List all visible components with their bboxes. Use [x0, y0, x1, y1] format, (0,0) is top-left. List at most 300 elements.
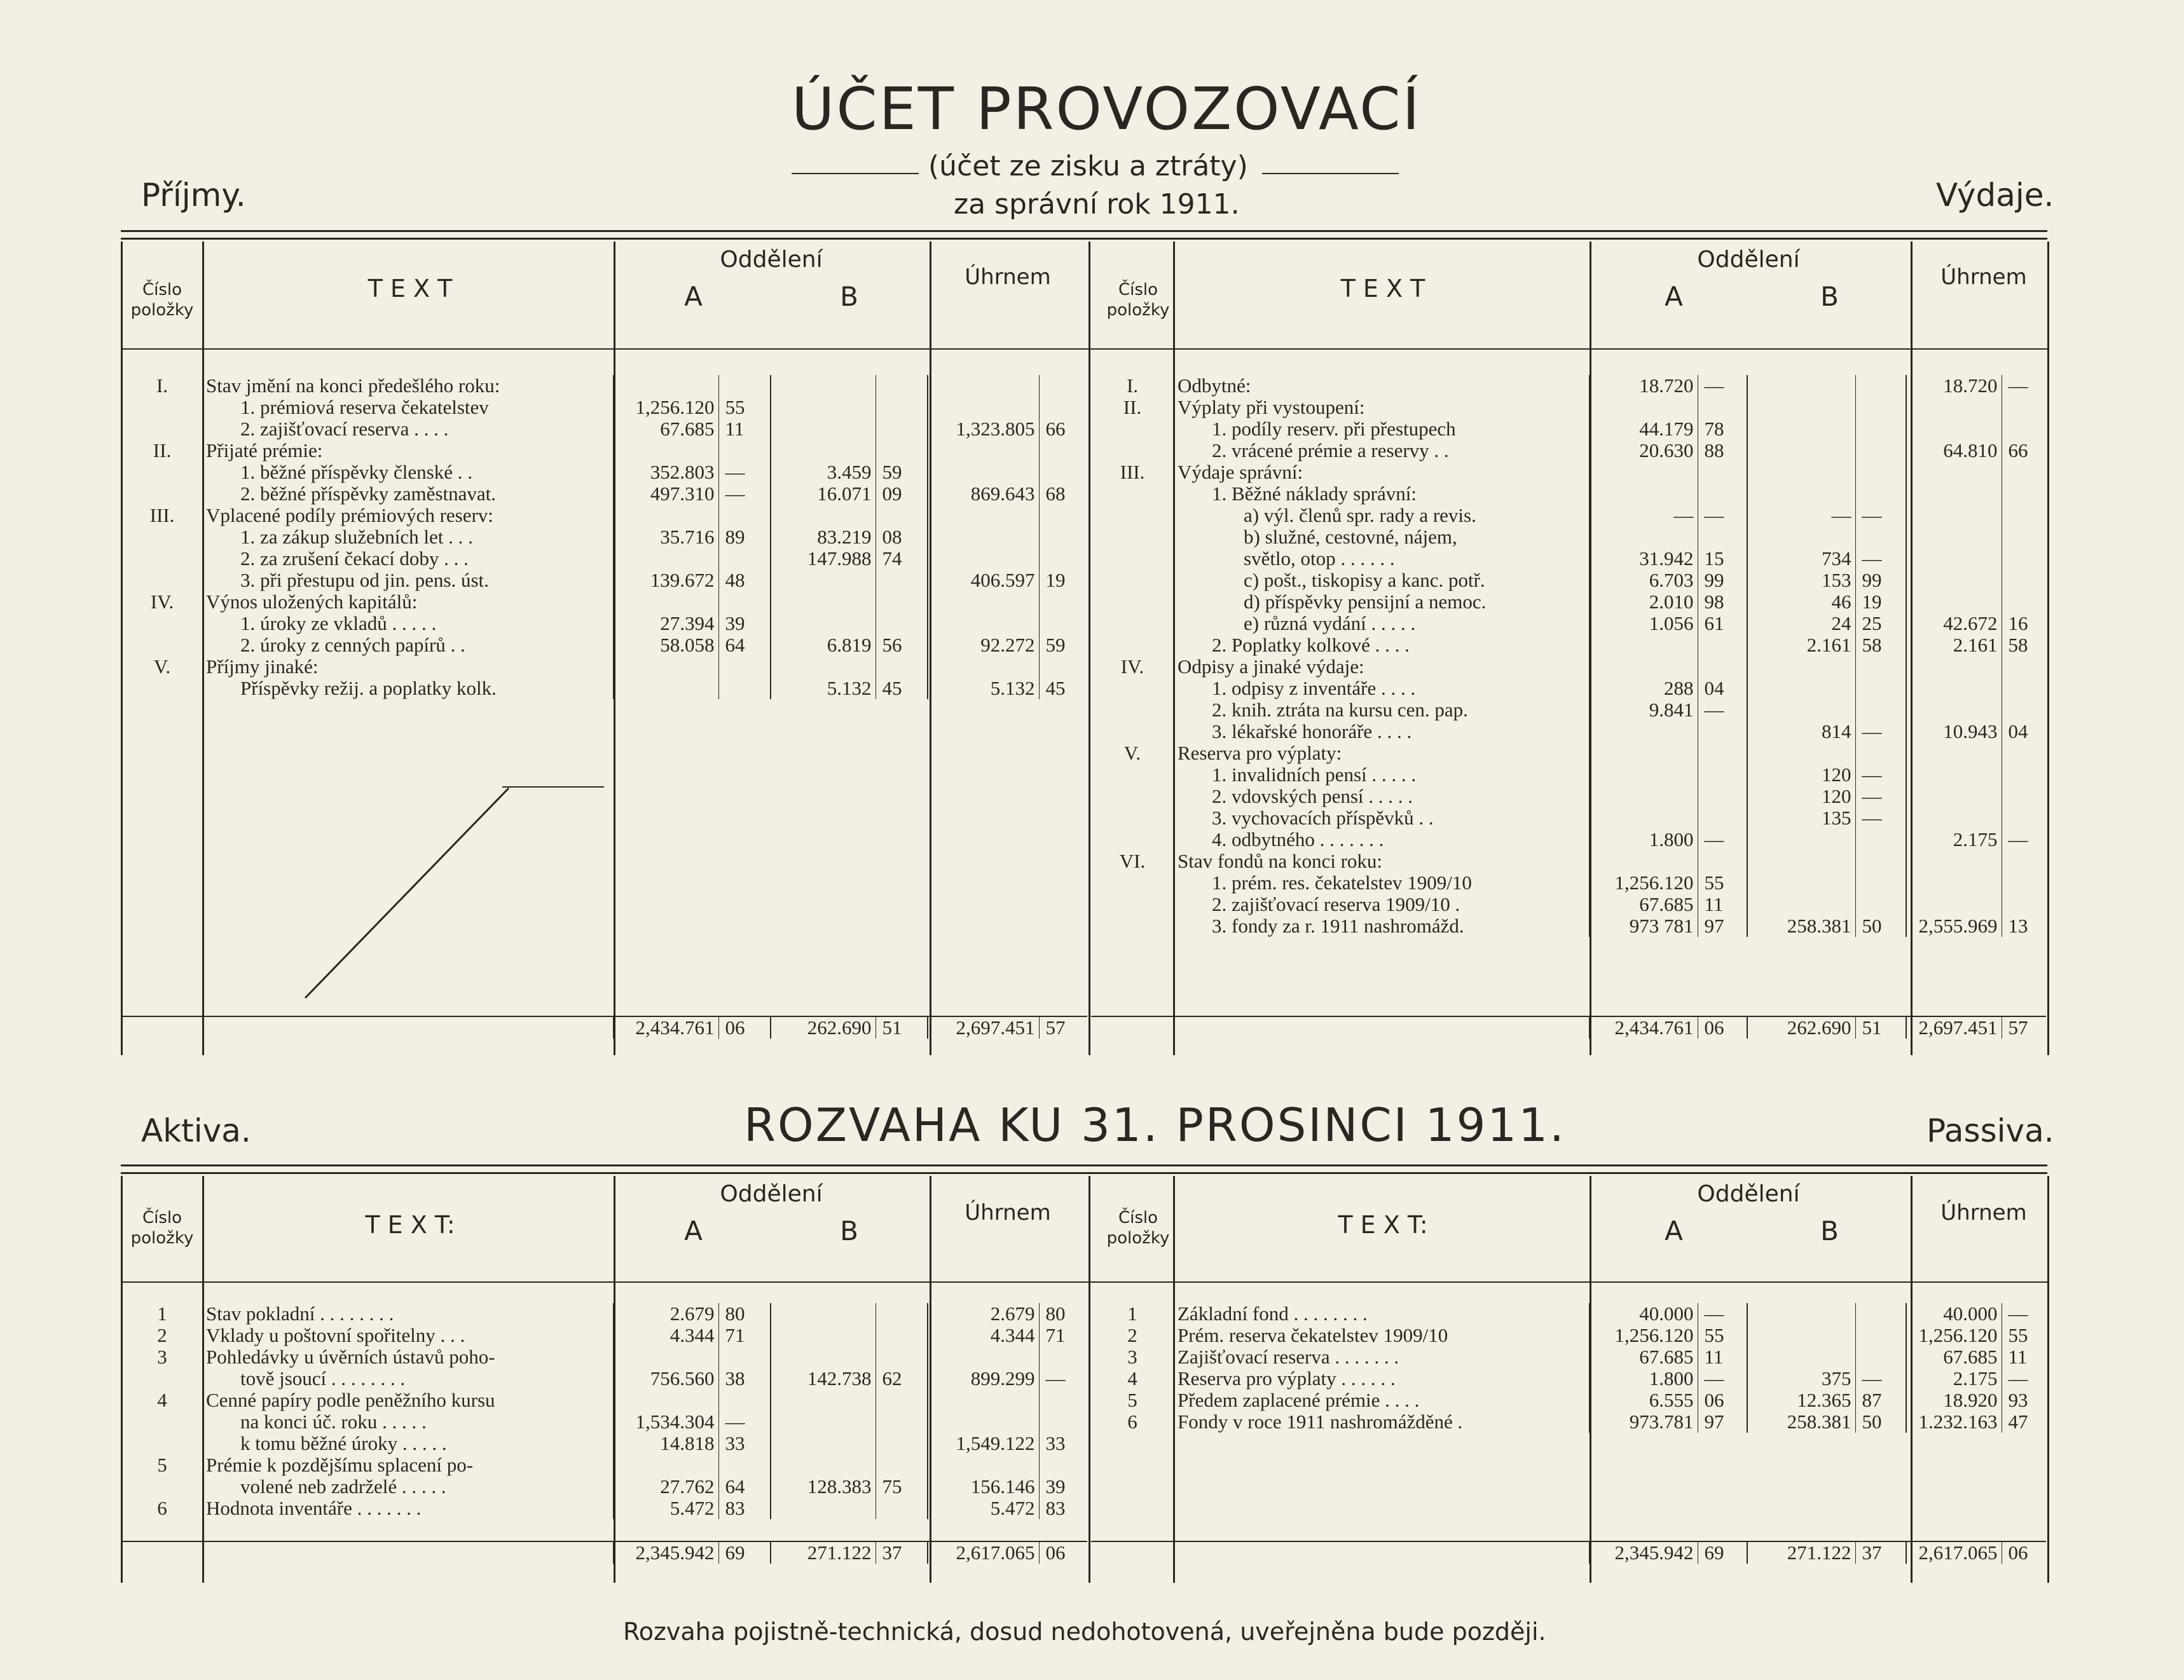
dept-b-haler — [876, 570, 928, 591]
total-header: Úhrnem — [1940, 264, 2027, 290]
total-haler: 66 — [2002, 440, 2046, 461]
dept-header: Oddělení — [1697, 1181, 1800, 1207]
total-haler: 19 — [1039, 570, 1087, 591]
dept-b-koruna — [1747, 829, 1855, 850]
total-koruna — [928, 440, 1039, 461]
dept-b-haler: 19 — [1855, 591, 1906, 613]
dept-b-haler — [1855, 397, 1906, 418]
dept-b-koruna — [1747, 1325, 1855, 1346]
dept-b-koruna — [1747, 526, 1855, 548]
row-number: III. — [149, 505, 175, 526]
total-haler — [1039, 505, 1087, 526]
total-haler: 68 — [1039, 483, 1087, 505]
row-text: Stav jmění na konci předešlého roku: — [206, 375, 500, 397]
row-number — [122, 461, 202, 483]
dept-a-haler — [1698, 807, 1747, 829]
liabilities-total-row — [1091, 1541, 2046, 1564]
dept-a-koruna: 139.672 — [614, 570, 718, 591]
table-row — [122, 1476, 1087, 1498]
table-row — [1091, 656, 2046, 678]
row-text: 3. fondy za r. 1911 nashromážd. — [1212, 915, 1464, 937]
text-header: T E X T: — [1338, 1211, 1428, 1239]
table-row — [122, 526, 1087, 548]
dept-b-koruna: 3.459 — [771, 461, 876, 483]
dept-a-koruna — [614, 1346, 718, 1368]
dept-a-haler: 11 — [1698, 894, 1747, 915]
subtitle-rule-left — [792, 173, 919, 174]
row-number — [122, 397, 202, 418]
total-haler — [2002, 656, 2046, 678]
income-total-row — [122, 1016, 1087, 1039]
total-koruna: 67.685 — [1906, 1346, 2002, 1368]
footer-note: Rozvaha pojistně-technická, dosud nedohotovená, uveřejněna bude později. — [623, 1618, 1546, 1646]
dept-a-koruna: 44.179 — [1590, 418, 1698, 440]
row-text: 1. podíly reserv. při přestupech — [1212, 418, 1456, 440]
dept-a-koruna: 1,256.120 — [614, 397, 718, 418]
dept-a-koruna — [1590, 721, 1698, 742]
dept-b-koruna — [1747, 461, 1855, 483]
row-number — [1091, 591, 1174, 613]
total-a-k: 2,345.942 — [1590, 1541, 1698, 1564]
dept-a-haler: 11 — [1698, 1346, 1747, 1368]
dept-b-haler: 08 — [876, 526, 928, 548]
dept-b-haler — [1855, 483, 1906, 505]
dept-a-header: A — [1665, 281, 1683, 312]
dept-b-haler: 50 — [1855, 915, 1906, 937]
expense-side-label: Výdaje. — [1936, 177, 2054, 214]
dept-a-haler — [1698, 526, 1747, 548]
row-number: 6 — [1127, 1411, 1137, 1433]
header-rule — [121, 348, 2047, 350]
row-text: 4. odbytného . . . . . . . — [1212, 829, 1384, 850]
dept-b-koruna: 258.381 — [1747, 915, 1855, 937]
dept-a-koruna: 35.716 — [614, 526, 718, 548]
total-koruna: 1.232.163 — [1906, 1411, 2002, 1433]
dept-b-koruna: 120 — [1747, 764, 1855, 786]
dept-a-koruna: 973.781 — [1590, 1411, 1698, 1433]
table-row — [122, 634, 1087, 656]
row-number — [122, 1476, 202, 1498]
text-header: T E X T — [367, 275, 453, 303]
total-b-k: 262.690 — [1747, 1016, 1855, 1039]
liabilities-side-label: Passiva. — [1926, 1112, 2054, 1149]
row-text: Vplacené podíly prémiových reserv: — [206, 505, 493, 526]
total-a-k: 2,434.761 — [614, 1016, 718, 1039]
total-koruna — [1906, 397, 2002, 418]
dept-a-haler: — — [718, 483, 771, 505]
table-row — [1091, 613, 2046, 634]
total-b-h: 37 — [876, 1541, 928, 1564]
dept-b-haler — [876, 656, 928, 678]
total-koruna: 1,323.805 — [928, 418, 1039, 440]
row-number — [1091, 807, 1174, 829]
table-row — [122, 418, 1087, 440]
dept-a-koruna: 40.000 — [1590, 1303, 1698, 1325]
dept-b-haler — [1855, 699, 1906, 721]
row-number — [1091, 483, 1174, 505]
row-number — [122, 418, 202, 440]
row-number — [1091, 721, 1174, 742]
total-haler — [2002, 461, 2046, 483]
dept-b-haler — [876, 1498, 928, 1519]
total-a-k: 2,345.942 — [614, 1541, 718, 1564]
total-haler — [2002, 505, 2046, 526]
dept-b-header: B — [1820, 1215, 1839, 1246]
total-haler — [1039, 526, 1087, 548]
table-row — [1091, 872, 2046, 894]
dept-a-haler: 55 — [1698, 872, 1747, 894]
row-number: 4 — [157, 1390, 167, 1411]
dept-a-haler: — — [1698, 1368, 1747, 1390]
dept-b-koruna: 258.381 — [1747, 1411, 1855, 1433]
dept-a-koruna — [614, 656, 718, 678]
total-haler: 58 — [2002, 634, 2046, 656]
table-row — [1091, 1303, 2046, 1325]
total-koruna — [928, 591, 1039, 613]
table-row — [122, 440, 1087, 461]
dept-a-haler — [718, 1390, 771, 1411]
row-text: tově jsoucí . . . . . . . . — [240, 1368, 406, 1390]
dept-a-koruna: 2.679 — [614, 1303, 718, 1325]
row-number: 5 — [1127, 1390, 1137, 1411]
total-koruna: 40.000 — [1906, 1303, 2002, 1325]
dept-b-koruna: 142.738 — [771, 1368, 876, 1390]
table-row — [122, 656, 1087, 678]
dept-b-koruna — [1747, 656, 1855, 678]
dept-b-haler — [876, 1325, 928, 1346]
dept-b-koruna — [1747, 375, 1855, 397]
row-text: e) různá vydání . . . . . — [1244, 613, 1416, 634]
total-header: Úhrnem — [965, 1200, 1051, 1226]
dept-a-koruna — [614, 1390, 718, 1411]
total-b-k: 262.690 — [771, 1016, 876, 1039]
dept-a-koruna: 288 — [1590, 678, 1698, 699]
total-koruna — [928, 1411, 1039, 1433]
dept-b-haler: 50 — [1855, 1411, 1906, 1433]
total-haler: 55 — [2002, 1325, 2046, 1346]
dept-a-haler: 97 — [1698, 915, 1747, 937]
row-text: 1. Běžné náklady správní: — [1212, 483, 1417, 505]
total-koruna: 64.810 — [1906, 440, 2002, 461]
assets-side-label: Aktiva. — [141, 1112, 251, 1149]
dept-a-koruna: 1.800 — [1590, 1368, 1698, 1390]
dept-a-haler — [1698, 483, 1747, 505]
total-haler — [2002, 418, 2046, 440]
dept-b-haler: — — [1855, 721, 1906, 742]
total-koruna: 2,555.969 — [1906, 915, 2002, 937]
row-number — [122, 1411, 202, 1433]
dept-a-haler: 04 — [1698, 678, 1747, 699]
row-number — [1091, 894, 1174, 915]
dept-a-koruna — [1590, 850, 1698, 872]
table-row — [122, 591, 1087, 613]
dept-a-koruna — [1590, 483, 1698, 505]
total-haler: 39 — [1039, 1476, 1087, 1498]
dept-b-koruna — [771, 397, 876, 418]
dept-b-haler: 75 — [876, 1476, 928, 1498]
total-h: 06 — [2002, 1541, 2046, 1564]
total-k: 2,617.065 — [928, 1541, 1039, 1564]
row-number: 6 — [157, 1498, 167, 1519]
row-number: II. — [153, 440, 172, 461]
income-statement-title: ÚČET PROVOZOVACÍ — [792, 75, 1422, 143]
row-number — [122, 526, 202, 548]
row-text: Základní fond . . . . . . . . — [1178, 1303, 1368, 1325]
total-haler — [2002, 850, 2046, 872]
total-haler — [2002, 786, 2046, 807]
row-number — [1091, 548, 1174, 570]
row-number: I. — [156, 375, 168, 397]
dept-b-haler — [876, 1390, 928, 1411]
row-number — [1091, 786, 1174, 807]
row-text: Reserva pro výplaty . . . . . . — [1178, 1368, 1396, 1390]
dept-b-koruna — [1747, 894, 1855, 915]
dept-b-haler: — — [1855, 764, 1906, 786]
dept-b-haler: 87 — [1855, 1390, 1906, 1411]
total-haler: — — [2002, 1368, 2046, 1390]
dept-b-haler — [1855, 678, 1906, 699]
table-row — [122, 1433, 1087, 1454]
row-text: Zajišťovací reserva . . . . . . . — [1178, 1346, 1399, 1368]
dept-a-haler — [1698, 850, 1747, 872]
dept-b-koruna: 734 — [1747, 548, 1855, 570]
total-haler: 33 — [1039, 1433, 1087, 1454]
dept-a-haler — [718, 548, 771, 570]
dept-b-koruna — [1747, 440, 1855, 461]
total-haler — [1039, 1454, 1087, 1476]
total-header: Úhrnem — [965, 264, 1051, 290]
table-row — [1091, 721, 2046, 742]
dept-b-haler — [1855, 1303, 1906, 1325]
total-a-h: 06 — [718, 1016, 771, 1039]
row-number — [122, 1368, 202, 1390]
dept-b-koruna: 2.161 — [1747, 634, 1855, 656]
dept-a-koruna: 756.560 — [614, 1368, 718, 1390]
table-row — [1091, 915, 2046, 937]
dept-b-haler — [1855, 375, 1906, 397]
dept-a-haler: 15 — [1698, 548, 1747, 570]
dept-b-koruna — [771, 656, 876, 678]
total-haler: — — [2002, 375, 2046, 397]
total-koruna: 42.672 — [1906, 613, 2002, 634]
dept-b-koruna: 375 — [1747, 1368, 1855, 1390]
total-koruna: 406.597 — [928, 570, 1039, 591]
total-koruna — [928, 397, 1039, 418]
table-row — [122, 570, 1087, 591]
dept-a-koruna: 58.058 — [614, 634, 718, 656]
row-number — [1091, 764, 1174, 786]
dept-a-haler: — — [1698, 505, 1747, 526]
row-number: II. — [1123, 397, 1142, 418]
table-row — [122, 1411, 1087, 1433]
table-row — [122, 505, 1087, 526]
text-header: T E X T — [1340, 275, 1425, 303]
row-text: 1. prém. res. čekatelstev 1909/10 — [1212, 872, 1472, 894]
dept-b-haler — [1855, 742, 1906, 764]
dept-a-koruna — [1590, 786, 1698, 807]
total-koruna — [1906, 483, 2002, 505]
row-number — [122, 548, 202, 570]
dept-a-haler: — — [718, 1411, 771, 1433]
row-text: Reserva pro výplaty: — [1178, 742, 1342, 764]
dept-a-koruna: 20.630 — [1590, 440, 1698, 461]
total-koruna — [1906, 764, 2002, 786]
row-text: Stav pokladní . . . . . . . . — [206, 1303, 394, 1325]
subtitle-rule-right — [1262, 173, 1399, 174]
total-koruna — [928, 461, 1039, 483]
dept-b-haler: 59 — [876, 461, 928, 483]
dept-b-koruna: 153 — [1747, 570, 1855, 591]
total-koruna — [1906, 418, 2002, 440]
total-haler: — — [2002, 1303, 2046, 1325]
assets-total-row — [122, 1541, 1087, 1564]
dept-header: Oddělení — [720, 247, 823, 273]
dept-a-koruna — [614, 548, 718, 570]
total-koruna — [928, 1346, 1039, 1368]
dept-a-header: A — [1665, 1215, 1683, 1246]
total-koruna — [928, 375, 1039, 397]
table-row — [122, 375, 1087, 397]
bs-double-rule-2 — [121, 1172, 2047, 1174]
dept-a-haler — [718, 1346, 771, 1368]
total-haler: 80 — [1039, 1303, 1087, 1325]
table-row — [1091, 829, 2046, 850]
dept-b-haler — [1855, 461, 1906, 483]
dept-a-haler: 64 — [718, 634, 771, 656]
dept-b-haler — [1855, 1325, 1906, 1346]
dept-a-koruna — [1590, 764, 1698, 786]
table-row — [1091, 440, 2046, 461]
dept-a-haler — [718, 678, 771, 699]
total-koruna — [928, 548, 1039, 570]
total-koruna — [1906, 505, 2002, 526]
dept-b-koruna — [1747, 418, 1855, 440]
dept-a-koruna: 18.720 — [1590, 375, 1698, 397]
dept-a-koruna — [614, 1454, 718, 1476]
row-text: 2. úroky z cenných papírů . . — [240, 634, 465, 656]
table-row — [1091, 764, 2046, 786]
balance-sheet-title: ROZVAHA KU 31. PROSINCI 1911. — [744, 1098, 1566, 1152]
row-number — [1091, 829, 1174, 850]
table-row — [1091, 894, 2046, 915]
dept-a-koruna: 2.010 — [1590, 591, 1698, 613]
table-row — [1091, 1390, 2046, 1411]
dept-b-koruna — [1747, 699, 1855, 721]
total-haler — [2002, 548, 2046, 570]
dept-b-haler: — — [1855, 786, 1906, 807]
row-number — [1091, 634, 1174, 656]
total-haler — [2002, 570, 2046, 591]
total-haler — [1039, 1346, 1087, 1368]
dept-b-koruna — [771, 440, 876, 461]
dept-a-koruna — [1590, 742, 1698, 764]
dept-b-haler — [876, 1303, 928, 1325]
dept-a-haler: 89 — [718, 526, 771, 548]
dept-b-haler: — — [1855, 548, 1906, 570]
row-text: Vklady u poštovní spořitelny . . . — [206, 1325, 465, 1346]
dept-a-haler — [1698, 656, 1747, 678]
row-text: 2. zajišťovací reserva . . . . — [240, 418, 449, 440]
dept-b-koruna — [771, 1390, 876, 1411]
total-k: 2,617.065 — [1906, 1541, 2002, 1564]
total-a-h: 06 — [1698, 1016, 1747, 1039]
total-koruna — [1906, 850, 2002, 872]
dept-b-haler: 25 — [1855, 613, 1906, 634]
table-row — [122, 613, 1087, 634]
total-haler — [1039, 440, 1087, 461]
dept-header: Oddělení — [720, 1181, 823, 1207]
vr-mid — [1089, 242, 1090, 1055]
table-row — [122, 1368, 1087, 1390]
row-text: 1. za zákup služebních let . . . — [240, 526, 473, 548]
row-number — [1091, 915, 1174, 937]
dept-a-haler: 88 — [1698, 440, 1747, 461]
table-row — [122, 1390, 1087, 1411]
total-koruna: 2.175 — [1906, 829, 2002, 850]
total-koruna — [1906, 786, 2002, 807]
dept-a-haler: 33 — [718, 1433, 771, 1454]
dept-a-haler: 78 — [1698, 418, 1747, 440]
total-haler — [2002, 699, 2046, 721]
dept-b-haler — [876, 1346, 928, 1368]
total-haler — [1039, 1411, 1087, 1433]
dept-a-koruna — [614, 678, 718, 699]
row-text: 3. při přestupu od jin. pens. úst. — [240, 570, 489, 591]
dept-a-haler — [1698, 634, 1747, 656]
total-haler — [2002, 678, 2046, 699]
dept-a-haler: 83 — [718, 1498, 771, 1519]
row-text: c) pošt., tiskopisy a kanc. potř. — [1244, 570, 1485, 591]
table-row — [1091, 1368, 2046, 1390]
dept-a-koruna: 973 781 — [1590, 915, 1698, 937]
dept-b-haler: 99 — [1855, 570, 1906, 591]
text-header: T E X T: — [365, 1211, 455, 1239]
dept-a-haler: 38 — [718, 1368, 771, 1390]
row-number: 2 — [157, 1325, 167, 1346]
dept-a-haler: 80 — [718, 1303, 771, 1325]
num-header: Číslo položky — [1106, 1208, 1170, 1248]
total-koruna: 92.272 — [928, 634, 1039, 656]
dept-a-koruna — [1590, 397, 1698, 418]
total-h: 57 — [2002, 1016, 2046, 1039]
dept-b-koruna: 147.988 — [771, 548, 876, 570]
row-text: Výnos uložených kapitálů: — [206, 591, 418, 613]
dept-a-haler — [718, 1454, 771, 1476]
total-haler: — — [2002, 829, 2046, 850]
row-number — [1091, 526, 1174, 548]
row-text: Prémie k pozdějšímu splacení po- — [206, 1454, 474, 1476]
total-koruna: 2.175 — [1906, 1368, 2002, 1390]
row-number — [122, 678, 202, 699]
dept-a-haler: 98 — [1698, 591, 1747, 613]
total-koruna: 869.643 — [928, 483, 1039, 505]
row-number — [1091, 699, 1174, 721]
dept-a-haler: — — [1698, 699, 1747, 721]
table-row — [122, 548, 1087, 570]
row-text: 2. knih. ztráta na kursu cen. pap. — [1212, 699, 1468, 721]
total-haler — [2002, 526, 2046, 548]
dept-a-koruna: — — [1590, 505, 1698, 526]
total-haler — [2002, 397, 2046, 418]
liabilities-table — [1091, 1303, 2046, 1433]
total-koruna: 899.299 — [928, 1368, 1039, 1390]
dept-b-haler — [1855, 418, 1906, 440]
dept-a-haler — [1698, 742, 1747, 764]
dept-b-koruna — [771, 570, 876, 591]
total-koruna — [928, 1454, 1039, 1476]
row-text: 2. běžné příspěvky zaměstnavat. — [240, 483, 496, 505]
dept-b-header: B — [840, 281, 858, 312]
